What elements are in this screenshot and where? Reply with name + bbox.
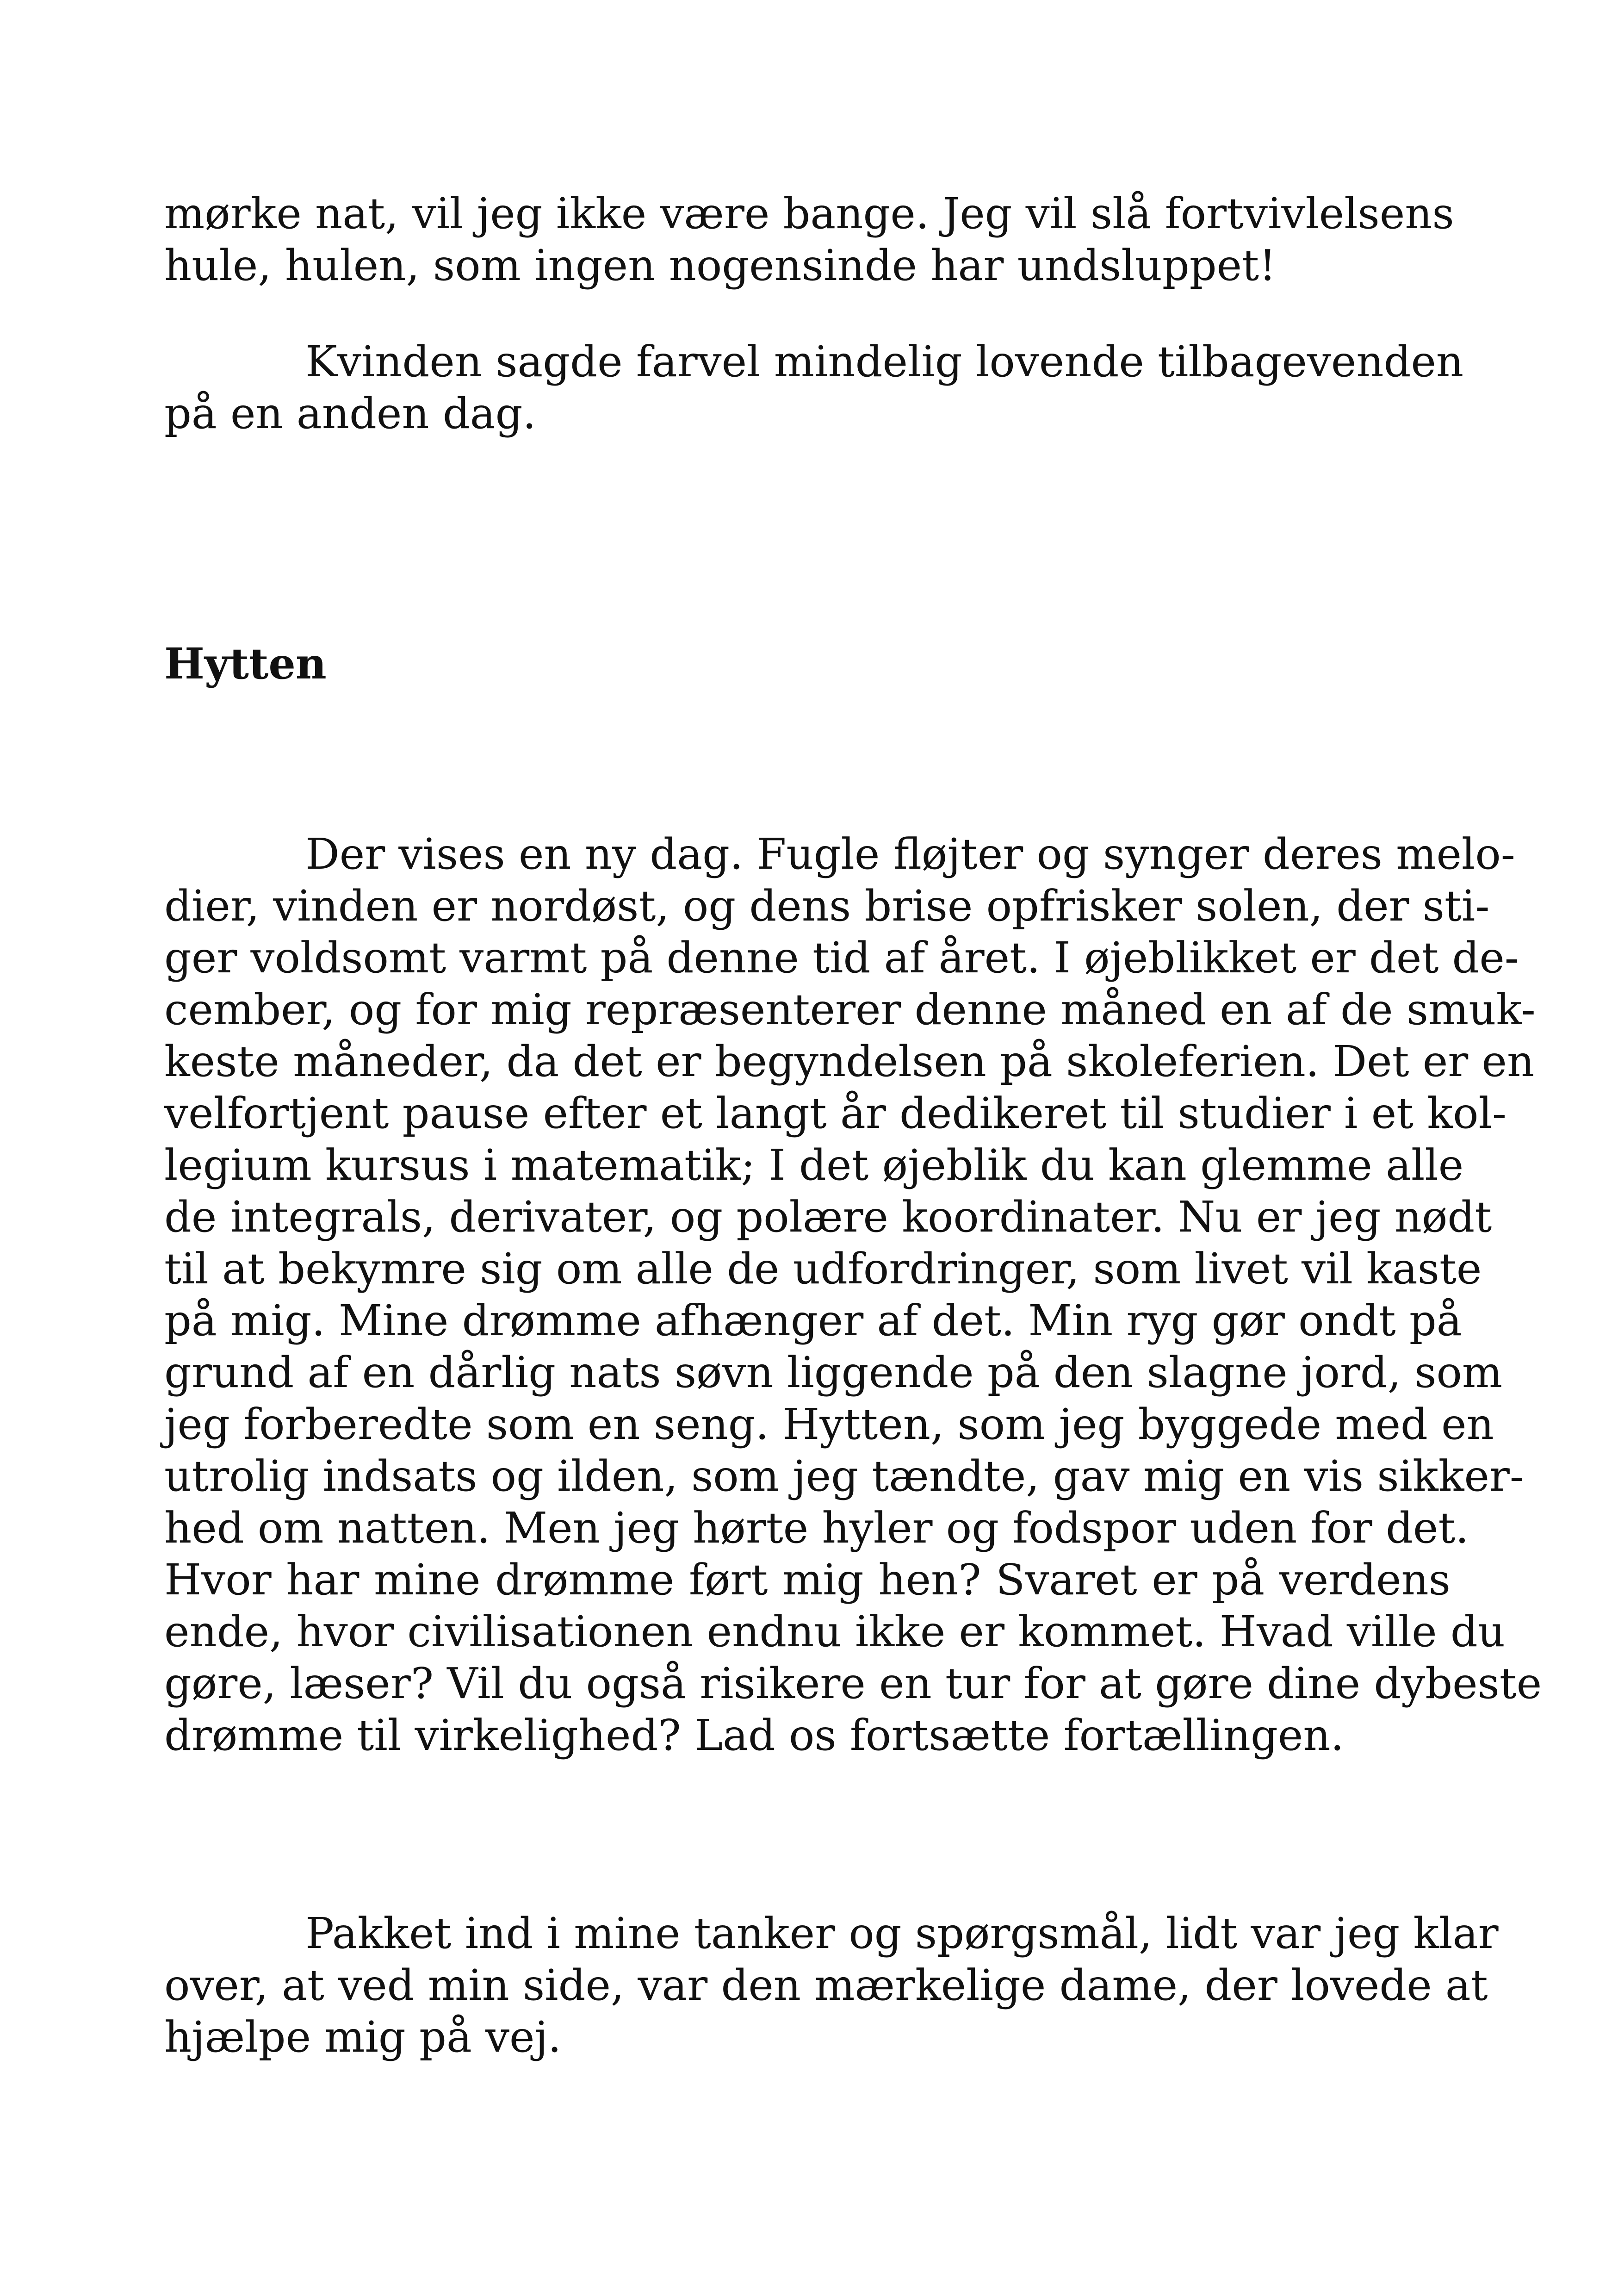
text-line: på mig. Mine drømme afhænger af det. Min ryg gør ondt på [164, 1296, 1462, 1345]
text-line: Hvor har mine drømme ført mig hen? Svaret er på verdens [164, 1555, 1451, 1605]
text-line: Pakket ind i mine tanker og spørgsmål, lidt var jeg klar [305, 1909, 1499, 1958]
paragraph-intro [164, 188, 1454, 292]
text-line: keste måneder, da det er begyndelsen på skoleferien. Det er en [164, 1037, 1535, 1086]
text-line: til at bekymre sig om alle de udfordringer, som livet vil kaste [164, 1244, 1482, 1294]
text-line: cember, og for mig repræsenterer denne måned en af de smuk- [164, 985, 1536, 1034]
text-line: hjælpe mig på vej. [164, 2012, 562, 2062]
text-line: de integrals, derivater, og polære koordinater. Nu er jeg nødt [164, 1192, 1492, 1242]
text-line: ger voldsomt varmt på denne tid af året. I øjeblikket er det de- [164, 933, 1519, 983]
paragraph-kvinden [164, 336, 1464, 440]
text-line: velfortjent pause efter et langt år dedikeret til studier i et kol- [164, 1089, 1507, 1138]
text-line: dier, vinden er nordøst, og dens brise opfrisker solen, der sti- [164, 881, 1490, 931]
text-line: jeg forberedte som en seng. Hytten, som jeg byggede med en [164, 1400, 1494, 1449]
text-line: Kvinden sagde farvel mindelig lovende tilbagevenden [305, 337, 1464, 386]
chapter-heading: Hytten [164, 639, 327, 689]
text-line: utrolig indsats og ilden, som jeg tændte, gav mig en vis sikker- [164, 1451, 1524, 1501]
text-line: grund af en dårlig nats søvn liggende på den slagne jord, som [164, 1348, 1503, 1397]
text-line: hed om natten. Men jeg hørte hyler og fodspor uden for det. [164, 1503, 1469, 1553]
text-line: legium kursus i matematik; I det øjeblik du kan glemme alle [164, 1140, 1464, 1190]
paragraph-main [164, 828, 1542, 1761]
text-line: mørke nat, vil jeg ikke være bange. Jeg vil slå fortvivlelsens [164, 189, 1454, 238]
text-line: på en anden dag. [164, 389, 536, 438]
text-line: over, at ved min side, var den mærkelige dame, der lovede at [164, 1960, 1488, 2010]
paragraph-pakket [164, 1908, 1499, 2063]
text-line: ende, hvor civilisationen endnu ikke er kommet. Hvad ville du [164, 1607, 1505, 1656]
text-line: hule, hulen, som ingen nogensinde har undsluppet! [164, 241, 1277, 290]
text-line: Der vises en ny dag. Fugle fløjter og synger deres melo- [305, 829, 1515, 879]
text-line: gøre, læser? Vil du også risikere en tur for at gøre dine dybeste [164, 1659, 1542, 1708]
text-line: drømme til virkelighed? Lad os fortsætte fortællingen. [164, 1711, 1344, 1760]
